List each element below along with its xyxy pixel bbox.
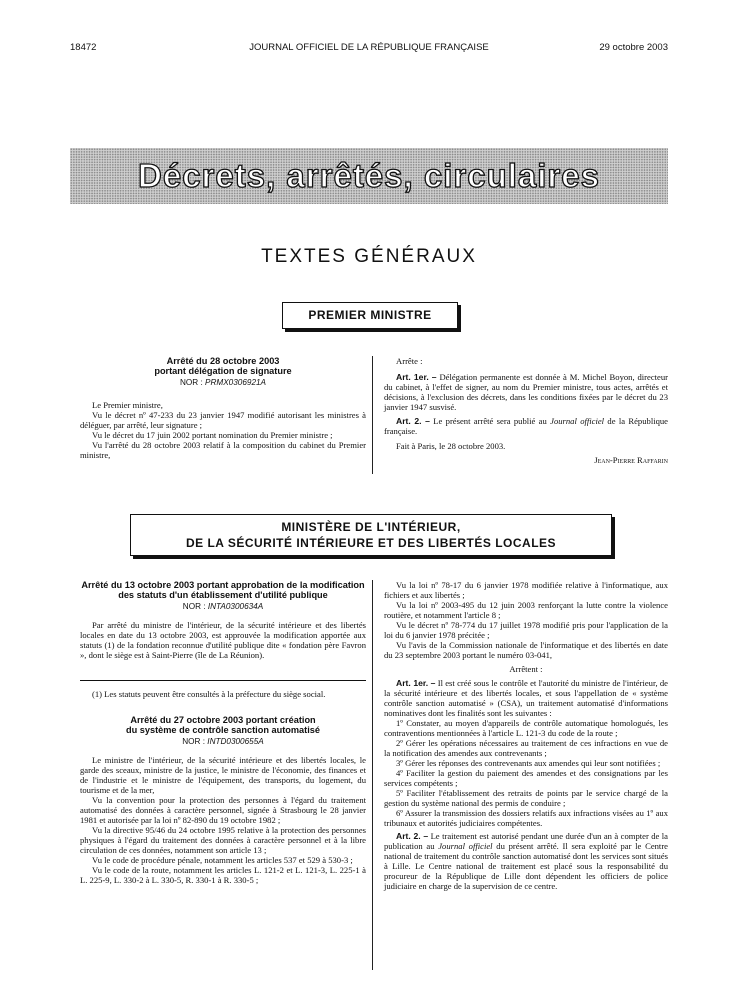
lower-left-column bbox=[80, 580, 366, 885]
section-heading: TEXTES GÉNÉRAUX bbox=[261, 246, 477, 267]
ministry-line-1: MINISTÈRE DE L'INTÉRIEUR, bbox=[281, 520, 461, 534]
article-text: Il est créé sous le contrôle et l'autorité du ministre de l'intérieur, de la sécurité intérieure et des libertés locales, et sous l'appellation de « système contrôle sanction automatisé » (CSA), un traitement automatisé d'informations nominatives dont les finalités sont les suivantes : bbox=[384, 678, 668, 718]
decree-1-title-line-1: Arrêté du 28 octobre 2003 bbox=[166, 356, 280, 366]
issue-date: 29 octobre 2003 bbox=[599, 42, 668, 53]
decree-1-signature: Jean-Pierre Raffarin bbox=[594, 455, 668, 465]
finality-item: 4º Faciliter la gestion du paiement des amendes et des consignations par les services compétents ; bbox=[384, 768, 668, 788]
decree-3-paragraph: Vu le code de procédure pénale, notamment les articles 537 et 529 à 530-3 ; bbox=[92, 855, 353, 865]
article-text: Le présent arrêté sera publié au bbox=[433, 416, 551, 426]
decree-3-paragraph: Vu la loi nº 78-17 du 6 janvier 1978 modifiée relative à l'informatique, aux fichiers et aux libertés ; bbox=[384, 580, 668, 600]
ministry-line-2: DE LA SÉCURITÉ INTÉRIEURE ET DES LIBERTÉS LOCALES bbox=[185, 536, 557, 550]
nor-label: NOR : bbox=[182, 602, 208, 611]
finality-item: 6º Assurer la transmission des dossiers relatifs aux infractions visées au 1º aux tribunaux et autorités judiciaires compétentes. bbox=[384, 808, 668, 828]
decree-3-paragraph: Vu le décret nº 78-774 du 17 juillet 1978 modifié pris pour l'application de la loi du 6 janvier 1978 précitée ; bbox=[384, 620, 668, 640]
nor-code: PRMX0306921A bbox=[205, 378, 267, 387]
nor-code: INTD0300655A bbox=[207, 737, 264, 746]
article-label: Art. 1er. – bbox=[396, 678, 436, 688]
decree-3-paragraph: Vu le code de la route, notamment les articles L. 121-2 et L. 121-3, L. 225-1 à L. 225-9, L. 330-2 à L. 330-5, R. 330-1 à R. 330-5 ; bbox=[80, 865, 366, 885]
decree-3-title-line-2: du système de contrôle sanction automatisé bbox=[125, 725, 320, 735]
decree-2-title: Arrêté du 13 octobre 2003 portant approbation de la modification des statuts d'un établissement d'utilité publique bbox=[81, 580, 365, 600]
decree-3-nor bbox=[80, 737, 366, 747]
finality-item: 1º Constater, au moyen d'appareils de contrôle automatique homologués, les contraventions mentionnées à l'article L. 121-3 du code de la route ; bbox=[384, 718, 668, 738]
decree-2-nor bbox=[80, 602, 366, 612]
decree-1-title bbox=[80, 356, 366, 376]
article-label: Art. 1er. – bbox=[396, 372, 437, 382]
decree-2-paragraph: Par arrêté du ministre de l'intérieur, de la sécurité intérieure et des libertés locales en date du 13 octobre 2003, est approuvée la modification apportée aux statuts (1) de la fondation reconnue d'utilité publique dite « fondation père Favron », dont le siège est à Saint-Pierre (île de La Réunion). bbox=[80, 620, 366, 660]
decree-3-article-2 bbox=[384, 831, 668, 891]
ministry-box-premier-ministre: PREMIER MINISTRE bbox=[282, 302, 458, 329]
article-label: Art. 2. – bbox=[396, 416, 430, 426]
finality-item: 2º Gérer les opérations nécessaires au traitement de ces infractions en vue de la notification des amendes aux contrevenants ; bbox=[384, 738, 668, 758]
decree-3-title-line-1: Arrêté du 27 octobre 2003 portant création bbox=[130, 715, 316, 725]
article-text: de la République française. bbox=[384, 416, 668, 436]
decree-3-paragraph: Vu la directive 95/46 du 24 octobre 1995 relative à la protection des personnes physiques à l'égard du traitement des données à caractère personnel et à la libre circulation de ces données, notamment son article 13 ; bbox=[80, 825, 366, 855]
lower-right-column bbox=[384, 580, 668, 891]
banner-title: Décrets, arrêtés, circulaires bbox=[138, 157, 600, 194]
decree-1-nor bbox=[80, 378, 366, 388]
journal-name: Journal officiel bbox=[550, 416, 605, 426]
finality-item: 3º Gérer les réponses des contrevenants aux amendes qui leur sont notifiées ; bbox=[396, 758, 661, 768]
article-text: Le traitement est autorisé pendant une durée d'un an à compter de la publication au bbox=[384, 831, 668, 851]
nor-label: NOR : bbox=[182, 737, 208, 746]
nor-label: NOR : bbox=[179, 378, 206, 387]
decree-1-article-1 bbox=[384, 372, 668, 412]
decree-3-paragraph: Vu l'avis de la Commission nationale de l'informatique et des libertés en date du 23 septembre 2003 portant le numéro 03-041, bbox=[384, 640, 668, 660]
article-label: Art. 2. – bbox=[396, 831, 429, 841]
decree-2-footnote: (1) Les statuts peuvent être consultés à la préfecture du siège social. bbox=[80, 680, 366, 699]
decree-1-place-date: Fait à Paris, le 28 octobre 2003. bbox=[396, 441, 506, 451]
ministry-box-interieur bbox=[130, 514, 612, 556]
decree-3-paragraph: Vu la loi nº 2003-495 du 12 juin 2003 renforçant la lutte contre la violence routière, et notamment l'article 8 ; bbox=[384, 600, 668, 620]
article-text: Délégation permanente est donnée à M. Michel Boyon, directeur du cabinet, à l'effet de signer, au nom du Premier ministre, tous actes, arrêtés et décisions, à l'exclusion des décrets, dans les conditions fixées par le décret du 23 janvier 1947 susvisé. bbox=[384, 372, 668, 412]
decree-3-arretent: Arrêtent : bbox=[509, 664, 543, 674]
decree-3-title bbox=[80, 715, 366, 735]
decree-3-paragraph: Le ministre de l'intérieur, de la sécurité intérieure et des libertés locales, le garde des sceaux, ministre de la justice, le ministre de l'économie, des finances et de l'industrie et le ministre de l'équipement, des transports, du logement, du tourisme et de la mer, bbox=[80, 755, 366, 795]
decree-1-paragraph: Le Premier ministre, bbox=[92, 400, 163, 410]
finality-item: 5º Faciliter l'établissement des retraits de points par le service chargé de la gestion du système national des permis de conduire ; bbox=[384, 788, 668, 808]
decree-1-article-2 bbox=[384, 416, 668, 436]
decree-1-left-column bbox=[80, 356, 366, 460]
decree-1-title-line-2: portant délégation de signature bbox=[154, 366, 292, 376]
decree-1-right-column bbox=[384, 356, 668, 465]
decree-1-paragraph: Vu le décret nº 47-233 du 23 janvier 1947 modifié autorisant les ministres à déléguer, par arrêté, leur signature ; bbox=[80, 410, 366, 430]
journal-name: Journal officiel bbox=[438, 841, 493, 851]
decree-1-paragraph: Vu l'arrêté du 28 octobre 2003 relatif à la composition du cabinet du Premier ministre, bbox=[80, 440, 366, 460]
running-header bbox=[70, 42, 668, 54]
page-number: 18472 bbox=[70, 42, 97, 53]
article-text: du présent arrêté. Il sera exploité par le Centre national de traitement du contrôle sanction automatisé dont les services sont situés à Lille. Le Centre national de traitement est placé sous la responsabilité du procureur de la République de Lille dont dépendent les officiers de police judiciaire en charge de la supervision de ce centre. bbox=[384, 841, 668, 891]
journal-title: JOURNAL OFFICIEL DE LA RÉPUBLIQUE FRANÇAISE bbox=[249, 42, 489, 53]
decree-1-paragraph: Vu le décret du 17 juin 2002 portant nomination du Premier ministre ; bbox=[92, 430, 333, 440]
decree-1-arrete: Arrête : bbox=[396, 356, 423, 366]
decree-3-article-1 bbox=[384, 678, 668, 718]
column-divider bbox=[372, 356, 373, 474]
column-divider bbox=[372, 580, 373, 970]
nor-code: INTA0300634A bbox=[207, 602, 264, 611]
decree-3-paragraph: Vu la convention pour la protection des personnes à l'égard du traitement automatisé des données à caractère personnel, signée à Strasbourg le 28 janvier 1981 et autorisée par la loi nº 82-890 du 19 octobre 1982 ; bbox=[80, 795, 366, 825]
